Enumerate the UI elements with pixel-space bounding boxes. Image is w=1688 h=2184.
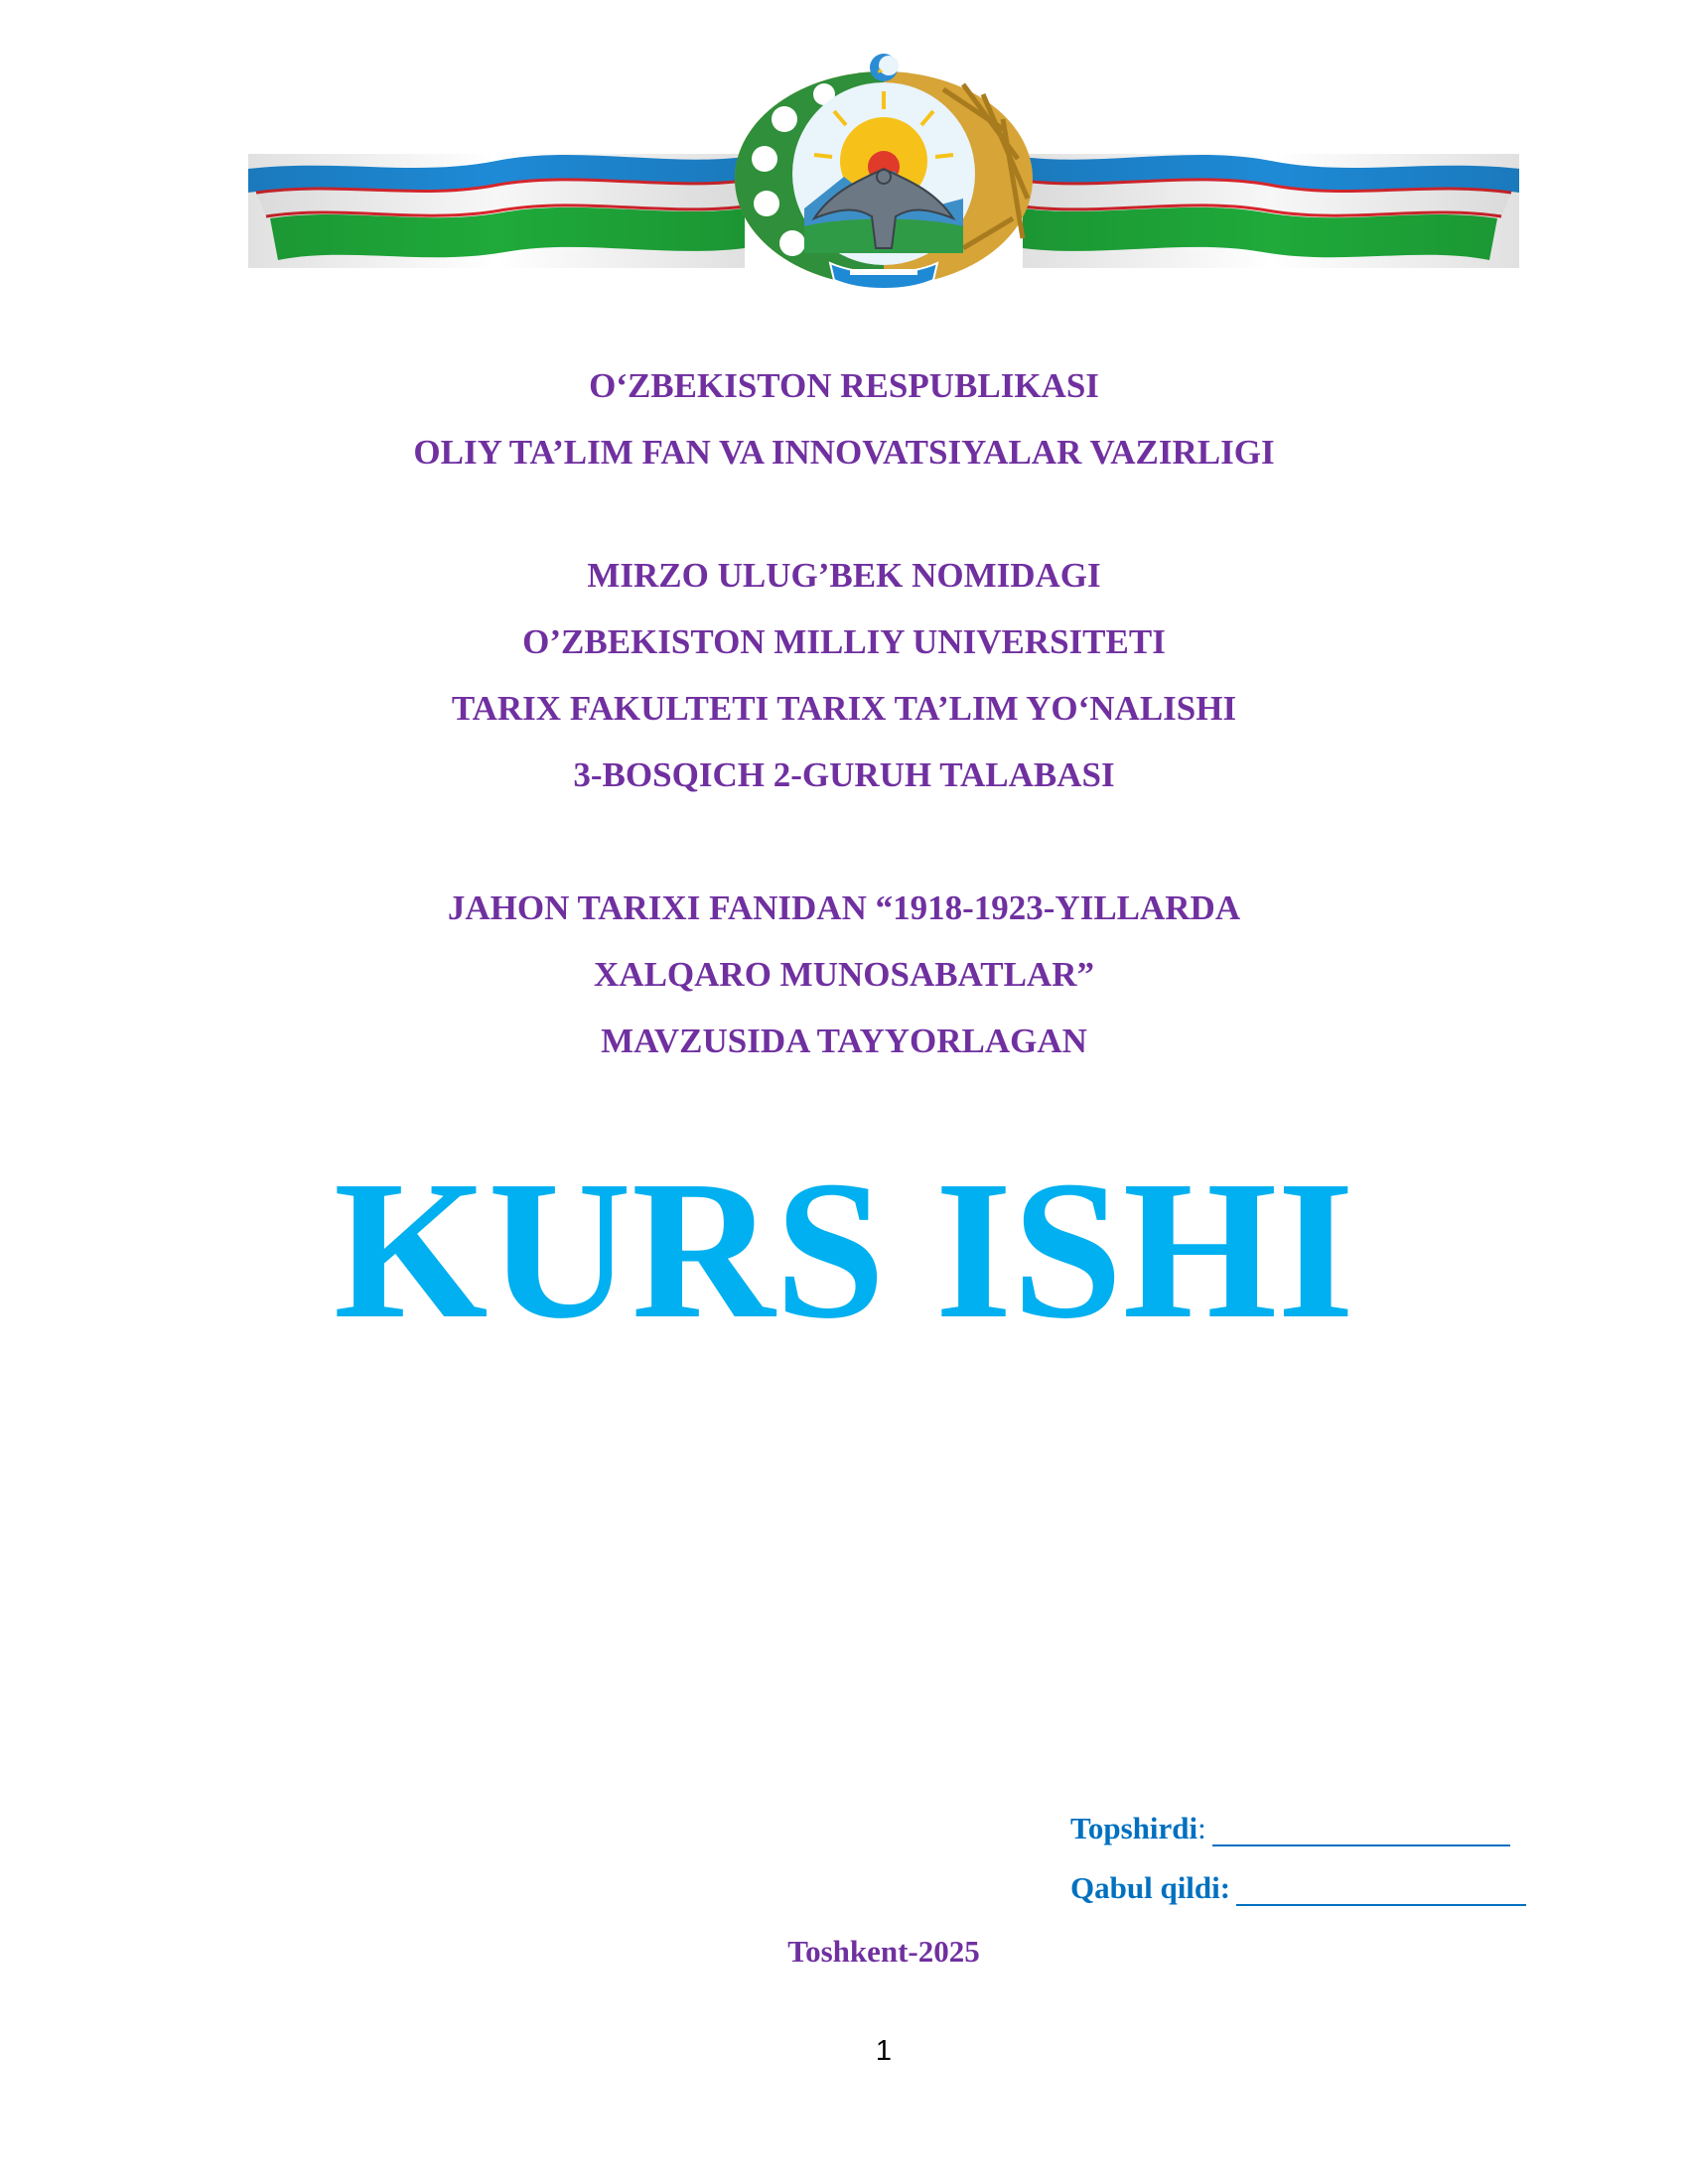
university-line-group: 3-BOSQICH 2-GURUH TALABASI: [573, 755, 1115, 794]
flag-ribbon-left: [248, 154, 745, 268]
header-line-country: O‘ZBEKISTON RESPUBLIKASI: [589, 366, 1099, 405]
city-year: Toshkent-2025: [787, 1934, 980, 1969]
submitted-label: Topshirdi: [1070, 1811, 1198, 1845]
uzbekistan-state-emblem-icon: [735, 54, 1033, 288]
topic-line-prepared: MAVZUSIDA TAYYORLAGAN: [601, 1022, 1087, 1060]
accepted-label: Qabul qildi:: [1070, 1870, 1231, 1905]
main-title: KURS ISHI: [333, 1141, 1355, 1360]
submitted-blank-field[interactable]: [1212, 1815, 1510, 1846]
submitted-colon: :: [1197, 1811, 1206, 1845]
topic-line-title: XALQARO MUNOSABATLAR”: [594, 955, 1094, 994]
university-line-university: O’ZBEKISTON MILLIY UNIVERSITETI: [522, 622, 1166, 661]
submitted-row: [1070, 1811, 1510, 1846]
accepted-row: [1070, 1870, 1526, 1906]
page-number: 1: [875, 2035, 893, 2067]
flag-ribbon-right: [1023, 154, 1519, 268]
topic-line-subject: JAHON TARIXI FANIDAN “1918-1923-YILLARDA: [447, 888, 1241, 927]
flag-emblem-banner: [248, 50, 1519, 288]
accepted-blank-field[interactable]: [1236, 1874, 1526, 1906]
university-line-faculty: TARIX FAKULTETI TARIX TA’LIM YO‘NALISHI: [451, 689, 1237, 728]
university-line-name: MIRZO ULUG’BEK NOMIDAGI: [587, 556, 1101, 595]
header-line-ministry: OLIY TA’LIM FAN VA INNOVATSIYALAR VAZIRLIGI: [413, 433, 1275, 472]
